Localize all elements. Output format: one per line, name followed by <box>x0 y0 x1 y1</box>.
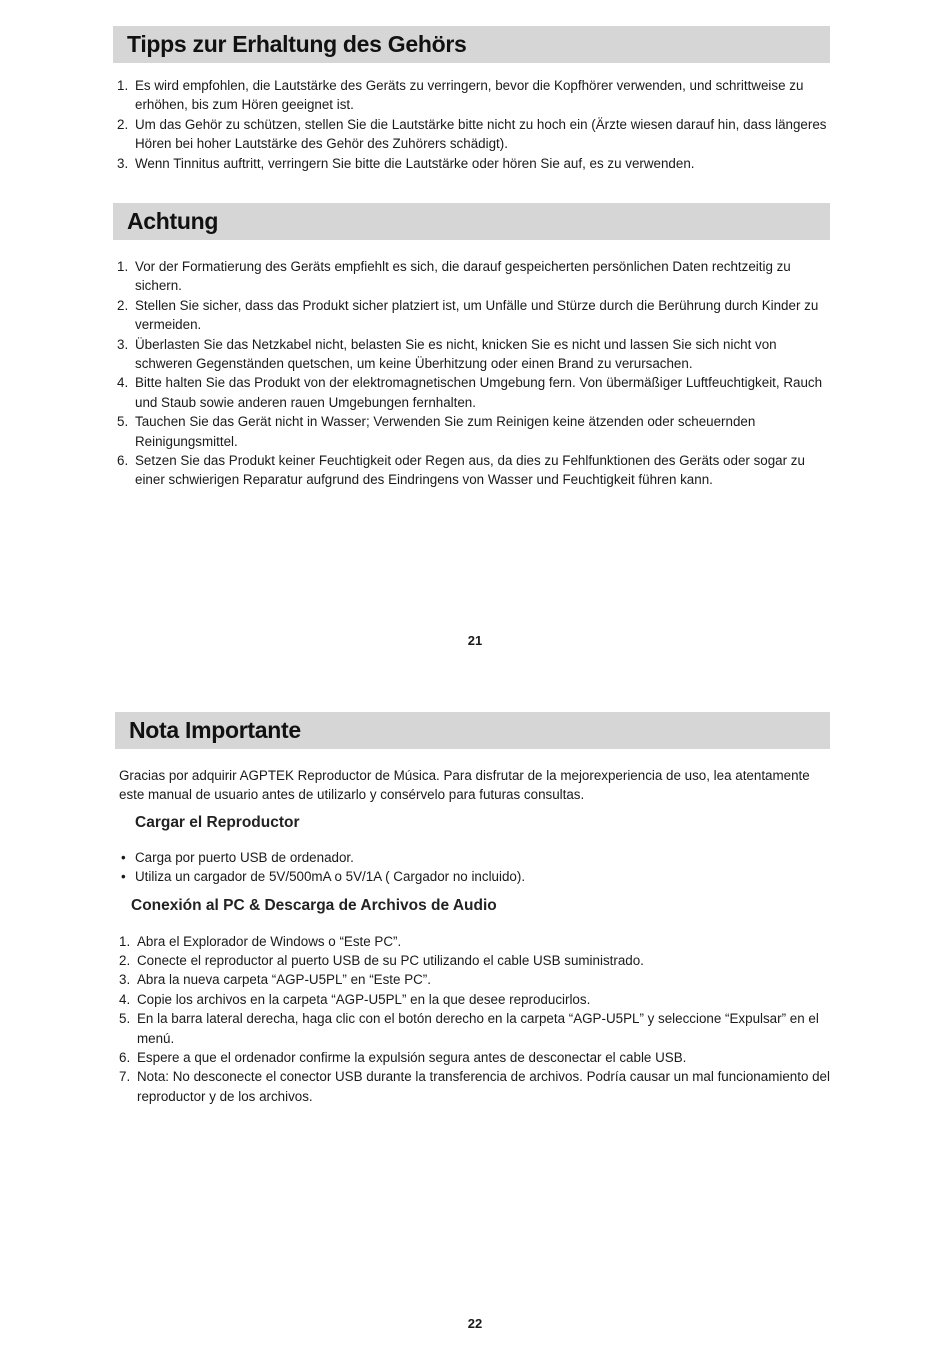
hearing-tips-section <box>113 26 830 173</box>
list-item <box>115 990 830 1009</box>
page-number: 22 <box>467 1316 483 1331</box>
list-item <box>113 154 830 173</box>
connection-heading: Conexión al PC & Descarga de Archivos de Audio <box>131 896 497 914</box>
section-header-bar <box>115 712 830 749</box>
list-item <box>113 451 830 490</box>
list-item <box>115 1048 830 1067</box>
item-text: Conecte el reproductor al puerto USB de su PC utilizando el cable USB suministrado. <box>137 953 644 969</box>
section-title: Tipps zur Erhaltung des Gehörs <box>127 31 467 57</box>
connection-steps-list <box>115 932 830 1107</box>
item-number: 4. <box>119 991 131 1007</box>
list-item <box>115 951 830 970</box>
intro-paragraph: Gracias por adquirir AGPTEK Reproductor de Música. Para disfrutar de la mejorexperiencia de uso, lea atentamente este manual de usuario antes de utilizarlo y consérvelo para futuras consultas. <box>119 768 810 803</box>
item-number: 6. <box>117 453 129 469</box>
important-note-section <box>115 712 830 1106</box>
item-number: 1. <box>117 78 129 93</box>
list-item <box>115 1009 830 1048</box>
item-number: 2. <box>119 953 131 969</box>
item-text: Wenn Tinnitus auftritt, verringern Sie bitte die Lautstärke oder hören Sie auf, es zu verwenden. <box>135 155 695 171</box>
warning-list <box>113 257 830 490</box>
item-text: Vor der Formatierung des Geräts empfiehlt es sich, die darauf gespeicherten persönlichen Daten rechtzeitig zu sichern. <box>135 259 791 294</box>
charging-heading: Cargar el Reproductor <box>135 813 300 831</box>
item-text: Tauchen Sie das Gerät nicht in Wasser; Verwenden Sie zum Reinigen keine ätzenden oder scheuernden Reinigungsmittel. <box>135 414 756 449</box>
item-text: Es wird empfohlen, die Lautstärke des Geräts zu verringern, bevor die Kopfhörer verwenden, und schrittweise zu erhöhen, bis zum Hören geeignet ist. <box>135 78 804 113</box>
item-number: 2. <box>117 297 129 313</box>
list-item <box>113 257 830 296</box>
list-item <box>115 867 830 886</box>
hearing-tips-list <box>113 76 830 173</box>
list-item <box>113 335 830 374</box>
charging-list <box>115 848 830 887</box>
section-header-bar <box>113 203 830 240</box>
item-text: Carga por puerto USB de ordenador. <box>135 849 354 865</box>
item-number: 5. <box>119 1011 131 1027</box>
item-number: 5. <box>117 414 129 430</box>
item-text: Abra el Explorador de Windows o “Este PC”. <box>137 933 402 949</box>
item-number: 7. <box>119 1069 131 1085</box>
list-item <box>113 373 830 412</box>
item-text: Abra la nueva carpeta “AGP-U5PL” en “Este PC”. <box>137 972 431 988</box>
item-number: 6. <box>119 1050 131 1066</box>
section-title: Nota Importante <box>129 717 301 743</box>
item-number: 3. <box>117 336 129 352</box>
item-text: Utiliza un cargador de 5V/500mA o 5V/1A ( Cargador no incluido). <box>135 869 526 885</box>
bullet-marker: • <box>121 849 126 865</box>
list-item <box>115 1067 830 1106</box>
item-text: Nota: No desconecte el conector USB durante la transferencia de archivos. Podría causar un mal funcionamiento del reproductor y de los archivos. <box>137 1069 830 1104</box>
list-item <box>113 115 830 154</box>
item-text: Setzen Sie das Produkt keiner Feuchtigkeit oder Regen aus, da dies zu Fehlfunktionen des Geräts oder sogar zu einer schwierigen Reparatur aufgrund des Eindringens von Wasser und Feuchtigkeit führen kann. <box>135 453 805 488</box>
item-text: Stellen Sie sicher, dass das Produkt sicher platziert ist, um Unfälle und Stürze durch die Berührung durch Kinder zu vermeiden. <box>135 297 819 333</box>
item-text: Copie los archivos en la carpeta “AGP-U5PL” en la que desee reproducirlos. <box>137 991 591 1007</box>
item-number: 2. <box>117 116 129 132</box>
item-number: 1. <box>117 259 129 274</box>
item-text: Bitte halten Sie das Produkt von der elektromagnetischen Umgebung fern. Von übermäßiger Luftfeuchtigkeit, Rauch und Staub sowie anderen rauen Umgebungen fernhalten. <box>135 375 823 410</box>
section-title: Achtung <box>127 208 219 234</box>
item-text: En la barra lateral derecha, haga clic con el botón derecho en la carpeta “AGP-U5PL” y seleccione “Expulsar” en el menú. <box>137 1011 819 1046</box>
item-text: Überlasten Sie das Netzkabel nicht, belasten Sie es nicht, knicken Sie es nicht und lassen Sie sich nicht von schweren Gegenständen quetschen, um keine Überhitzung oder einen Brand zu verursachen. <box>135 336 777 372</box>
item-number: 1. <box>119 933 131 949</box>
list-item <box>113 296 830 335</box>
list-item <box>115 848 830 867</box>
item-text: Um das Gehör zu schützen, stellen Sie die Lautstärke bitte nicht zu hoch ein (Ärzte wiesen darauf hin, dass längeres Hören bei hoher Lautstärke des Gehör des Zuhörers schädigt). <box>135 116 827 152</box>
section-header-bar <box>113 26 830 63</box>
list-item <box>115 970 830 989</box>
page-number: 21 <box>467 633 483 648</box>
list-item <box>113 412 830 451</box>
item-text: Espere a que el ordenador confirme la expulsión segura antes de desconectar el cable USB. <box>137 1050 687 1066</box>
list-item <box>113 76 830 115</box>
item-number: 3. <box>119 972 131 988</box>
item-number: 3. <box>117 155 129 171</box>
list-item <box>115 932 830 951</box>
bullet-marker: • <box>121 869 126 885</box>
item-number: 4. <box>117 375 129 391</box>
warning-section <box>113 203 830 490</box>
